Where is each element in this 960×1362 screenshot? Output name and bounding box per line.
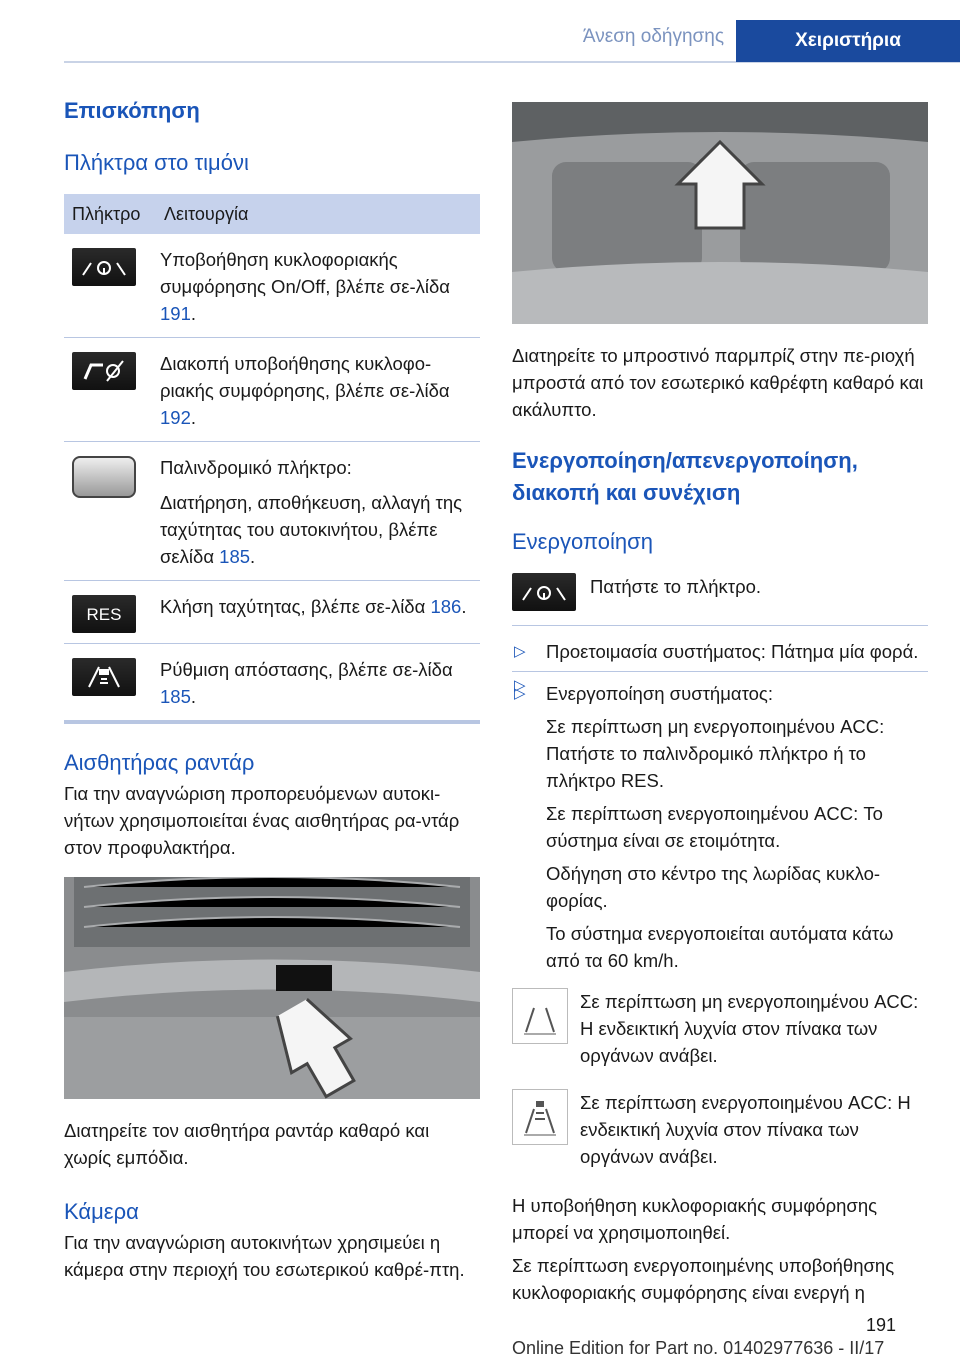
camera-text: Για την αναγνώριση αυτοκινήτων χρησιμεύει η κάμερα στην περιοχή του εσωτερικού καθρέ-πτη. [64, 1232, 465, 1280]
left-column [64, 98, 480, 1283]
list-item [512, 680, 928, 974]
table-row: RES Κλήση ταχύτητας, βλέπε σε-λίδα 186. [64, 581, 480, 644]
row-text: Υποβοήθηση κυκλοφοριακής συμφόρησης On/Off, βλέπε σε-λίδα [160, 249, 450, 297]
list-item: ▷ Προετοιμασία συστήματος: Πάτημα μία φορά. [512, 638, 928, 665]
indicator-row [512, 988, 928, 1069]
steps-list [512, 638, 928, 974]
indicator-row [512, 1089, 928, 1170]
table-row: Παλινδρομικό πλήκτρο: Διατήρηση, αποθήκευση, αλλαγή της ταχύτητας του αυτοκινήτου, βλέπε σελίδα 185. [64, 442, 480, 581]
row-text: Κλήση ταχύτητας, βλέπε σε-λίδα [160, 596, 431, 617]
list-divider [512, 671, 928, 672]
camera-caption: Διατηρείτε το μπροστινό παρμπρίζ στην πε-ριοχή μπροστά από τον εσωτερικό καθρέφτη καθαρό και ακάλυπτο. [512, 345, 924, 420]
distance-icon [72, 658, 136, 696]
table-row: Υποβοήθηση κυκλοφοριακής συμφόρησης On/Off, βλέπε σε-λίδα 191. [64, 234, 480, 338]
section-subtitle: Πλήκτρα στο τιμόνι [64, 150, 249, 175]
camera-title: Κάμερα [64, 1199, 139, 1224]
traffic-jam-assist-icon [72, 248, 136, 286]
keys-table [64, 194, 480, 724]
page-link[interactable]: 185 [160, 686, 191, 707]
header-section[interactable]: Άνεση οδήγησης [582, 26, 724, 47]
table-row: Ρύθμιση απόστασης, βλέπε σε-λίδα 185. [64, 644, 480, 723]
page-link[interactable]: 185 [219, 546, 251, 567]
page-number: 191 [865, 1315, 896, 1335]
list-item-label: ▷ Ενεργοποίηση συστήματος: [546, 683, 773, 704]
page-link[interactable]: 192 [160, 407, 191, 428]
page-link[interactable]: 186 [430, 596, 462, 617]
press-key-text: Πατήστε το πλήκτρο. [590, 576, 762, 597]
press-key-row [512, 573, 928, 611]
indicator-text: Σε περίπτωση μη ενεργοποιημένου ACC: Η ενδεικτική λυχνία στον πίνακα των οργάνων ανάβει. [580, 991, 919, 1066]
interrupt-assist-icon [72, 352, 136, 390]
radar-title: Αισθητήρας ραντάρ [64, 750, 255, 775]
right-column [512, 102, 928, 1306]
col-func-header: Λειτουργία [160, 194, 480, 234]
activation-subtitle: Ενεργοποίηση [512, 529, 653, 554]
row-text: Διατήρηση, αποθήκευση, αλλαγή της ταχύτητας του αυτοκινήτου, βλέπε σελίδα [160, 492, 463, 567]
res-key-icon: RES [72, 595, 136, 633]
traffic-jam-assist-icon [512, 573, 576, 611]
row-text-a: Παλινδρομικό πλήκτρο: [160, 457, 352, 478]
col-key-header: Πλήκτρο [64, 194, 160, 234]
edition-footer: Online Edition for Part no. 01402977636 - II/17 [512, 1338, 885, 1358]
rocker-switch-icon [72, 456, 136, 498]
acc-lane-indicator-icon [512, 1089, 568, 1145]
header-tab[interactable]: Χειριστήρια [736, 20, 960, 62]
radar-caption: Διατηρείτε τον αισθητήρα ραντάρ καθαρό και χωρίς εμπόδια. [64, 1120, 430, 1168]
table-row: Διακοπή υποβοήθησης κυκλοφο-ριακής συμφόρησης, βλέπε σε-λίδα 192. [64, 338, 480, 442]
closing-text: Σε περίπτωση ενεργοποιημένης υποβοήθησης κυκλοφοριακής συμφόρησης είναι ενεργή η [512, 1255, 895, 1303]
radar-text: Για την αναγνώριση προπορευόμενων αυτοκι-νήτων χρησιμοποιείται ένας αισθητήρας ρα-ντάρ στον προφυλακτήρα. [64, 783, 460, 858]
closing-text: Η υποβοήθηση κυκλοφοριακής συμφόρησης μπορεί να χρησιμοποιηθεί. [512, 1195, 878, 1243]
list-item-para: Σε περίπτωση μη ενεργοποιημένου ACC: Πατήστε το παλινδρομικό πλήκτρο ή το πλήκτρο RES. [546, 716, 885, 791]
list-item-para: Σε περίπτωση ενεργοποιημένου ACC: Το σύστημα είναι σε ετοιμότητα. [546, 803, 883, 851]
list-item-para: Το σύστημα ενεργοποιείται αυτόματα κάτω από τα 60 km/h. [546, 923, 894, 971]
list-item-para: Οδήγηση στο κέντρο της λωρίδας κυκλο-φορίας. [546, 863, 881, 911]
section-title: Επισκόπηση [64, 98, 200, 123]
camera-photo [512, 102, 928, 324]
page-link[interactable]: 191 [160, 303, 191, 324]
row-text: Ρύθμιση απόστασης, βλέπε σε-λίδα [160, 659, 453, 680]
row-text: Διακοπή υποβοήθησης κυκλοφο-ριακής συμφόρησης, βλέπε σε-λίδα [160, 353, 450, 401]
radar-photo [64, 877, 480, 1099]
lane-indicator-icon [512, 988, 568, 1044]
indicator-text: Σε περίπτωση ενεργοποιημένου ACC: Η ενδεικτική λυχνία στον πίνακα των οργάνων ανάβει. [580, 1092, 911, 1167]
activation-title: Ενεργοποίηση/απενεργοποίηση, διακοπή και συνέχιση [512, 448, 858, 505]
